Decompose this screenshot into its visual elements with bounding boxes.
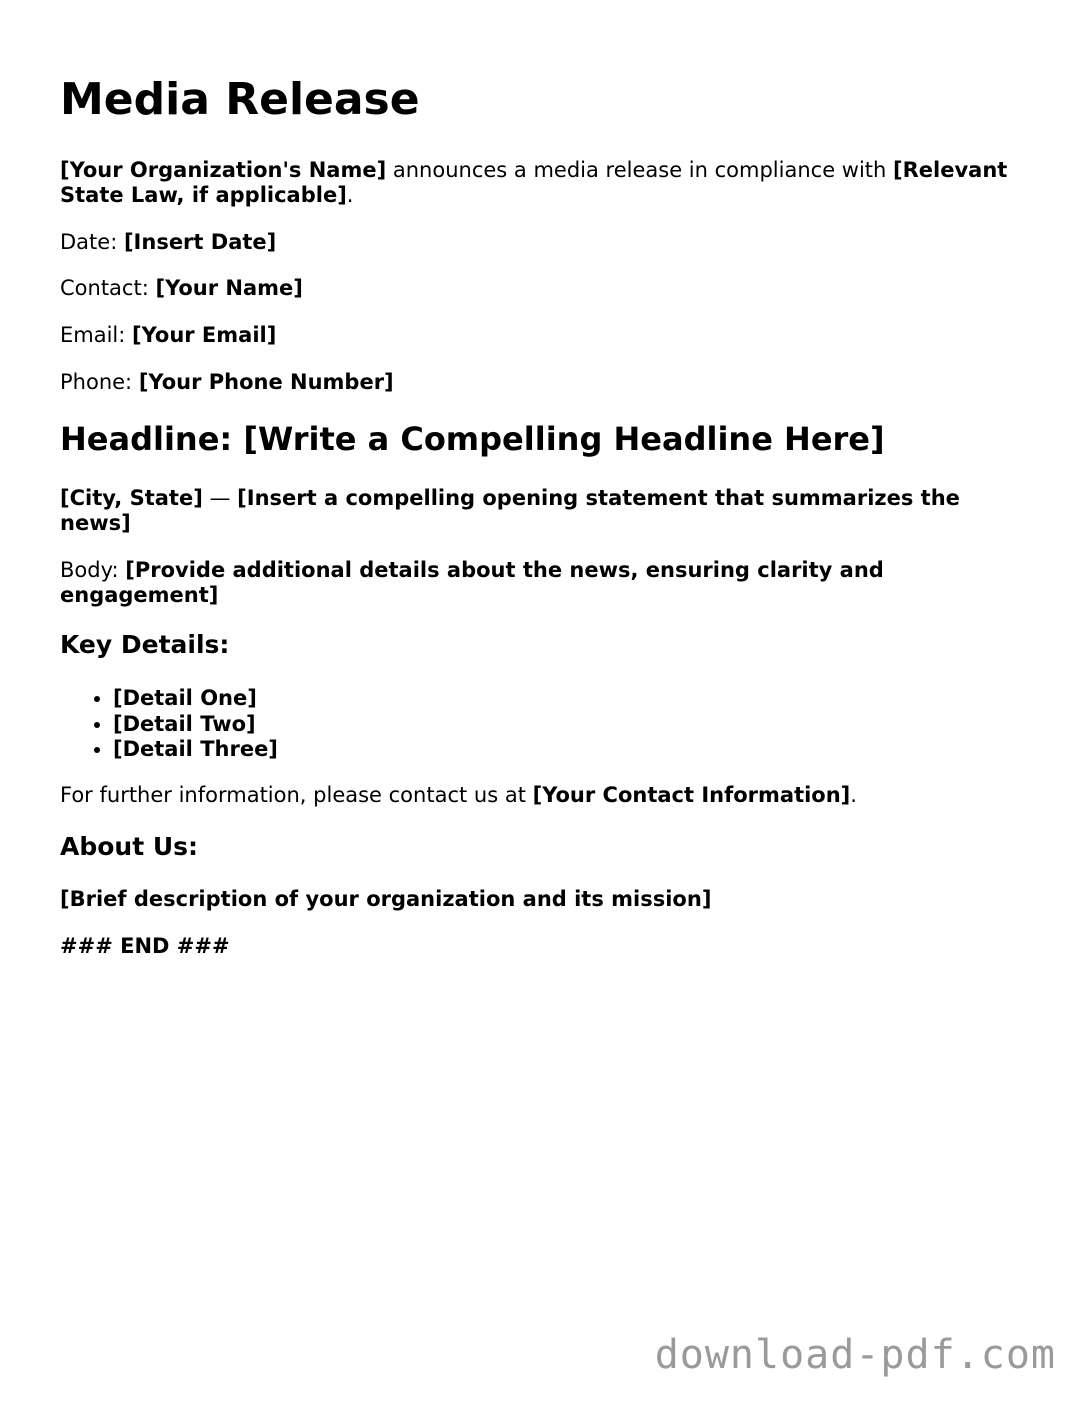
contact-line (60, 276, 1030, 301)
end-marker-text: ### END ### (60, 934, 230, 958)
list-item: • [Detail Three] (113, 737, 278, 763)
about-placeholder: [Brief description of your organization and its mission] (60, 887, 712, 911)
intro-text: announces a media release in compliance with (386, 158, 894, 182)
list-item: • [Detail Two] (113, 712, 278, 738)
email-line (60, 323, 1030, 348)
body-placeholder: [Provide additional details about the news, ensuring clarity and engagement] (60, 558, 884, 607)
phone-line (60, 370, 1030, 395)
date-label: Date: (60, 230, 124, 254)
further-end: . (850, 783, 857, 807)
law-placeholder: [Relevant State Law, if applicable] (60, 158, 1008, 207)
end-marker (60, 934, 1030, 959)
date-line (60, 230, 1030, 255)
phone-value: [Your Phone Number] (138, 370, 394, 394)
watermark: download-pdf.com (654, 1332, 1056, 1378)
city-state-placeholder: [City, State] (60, 486, 203, 510)
headline: Headline: [Write a Compelling Headline Here] (60, 420, 885, 458)
key-details-heading: Key Details: (60, 630, 230, 659)
dateline-dash: — (202, 486, 238, 510)
email-label: Email: (60, 323, 133, 347)
body-label: Body: (60, 558, 126, 582)
contact-value: [Your Name] (155, 276, 303, 300)
about-paragraph (60, 887, 1030, 912)
contact-info-placeholder: [Your Contact Information] (532, 783, 851, 807)
opening-statement-placeholder: [Insert a compelling opening statement that summarizes the news] (60, 486, 960, 535)
key-details-list (60, 686, 278, 763)
intro-end: . (346, 183, 354, 207)
about-heading: About Us: (60, 832, 199, 861)
date-value: [Insert Date] (123, 230, 277, 254)
document-title: Media Release (60, 74, 420, 125)
intro-paragraph (60, 158, 1030, 208)
further-info-paragraph (60, 783, 1030, 808)
further-text: For further information, please contact us at (60, 783, 533, 807)
body-paragraph (60, 558, 1030, 608)
list-item: • [Detail One] (113, 686, 278, 712)
org-name-placeholder: [Your Organization's Name] (60, 158, 387, 182)
contact-label: Contact: (60, 276, 156, 300)
phone-label: Phone: (60, 370, 139, 394)
email-value: [Your Email] (132, 323, 277, 347)
dateline-paragraph (60, 486, 1030, 536)
